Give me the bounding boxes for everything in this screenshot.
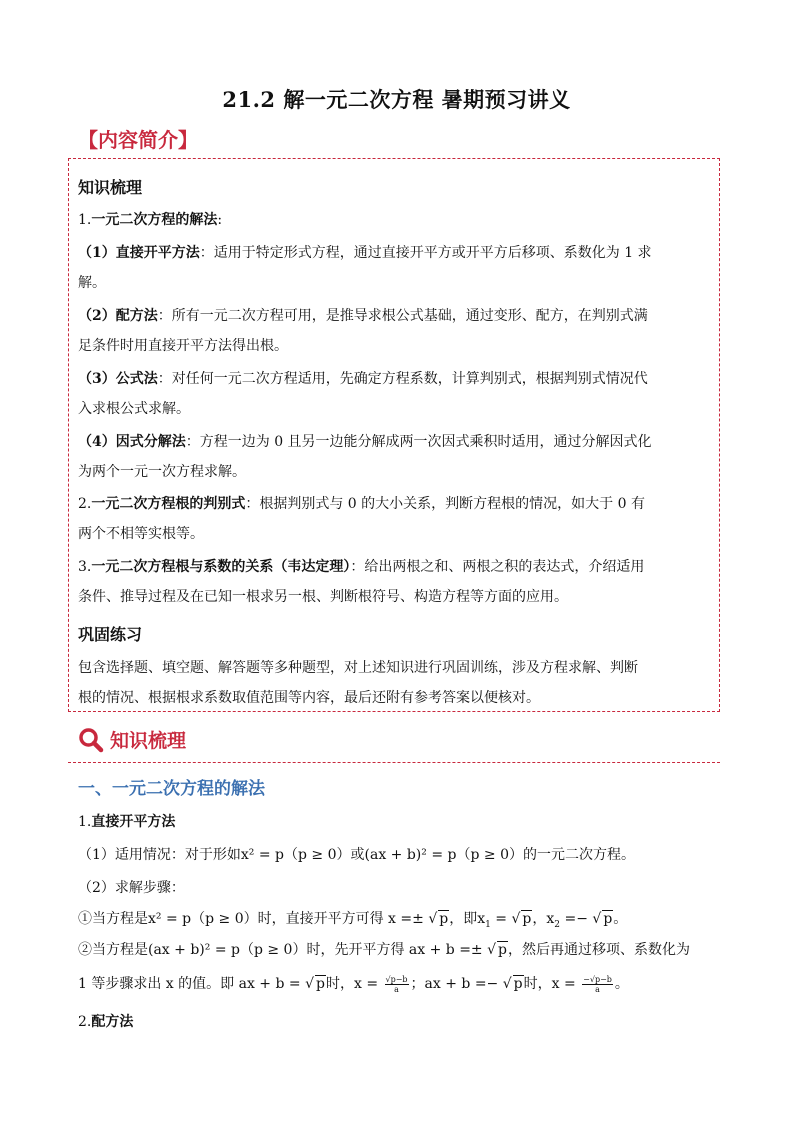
part-title-solving-methods: 一、一元二次方程的解法 bbox=[78, 779, 265, 799]
fraction-denominator: a bbox=[595, 984, 600, 994]
method-2 bbox=[78, 306, 718, 326]
method-4-cont: 为两个一元一次方程求解。 bbox=[78, 464, 246, 480]
section-tag-intro: 【内容简介】 bbox=[78, 128, 198, 152]
intro-item-2-cont: 两个不相等实根等。 bbox=[78, 526, 204, 542]
step-text: ①当方程是x² = p（p ≥ 0）时，直接开平方可得 x =± bbox=[78, 911, 429, 927]
intro-item-2 bbox=[78, 494, 718, 514]
page-title: 21.2 解一元二次方程 暑期预习讲义 bbox=[222, 87, 571, 112]
fraction-numerator: −√p−b bbox=[583, 974, 612, 984]
item-label: 一元二次方程的解法 bbox=[91, 212, 218, 228]
step-text: ，然后再通过移项、系数化为 bbox=[508, 942, 691, 958]
section-divider bbox=[68, 762, 720, 763]
sqrt-radicand: p bbox=[522, 911, 532, 927]
method-3 bbox=[78, 369, 718, 389]
steps-label: （2）求解步骤： bbox=[78, 880, 185, 896]
step-text: ②当方程是(ax + b)² = p（p ≥ 0）时，先开平方得 ax + b =± bbox=[78, 942, 488, 958]
subsection-label: 配方法 bbox=[91, 1014, 134, 1030]
method-label: （4）因式分解法 bbox=[78, 434, 186, 450]
subsection-number: 1. bbox=[78, 814, 92, 830]
method-1-cont: 解。 bbox=[78, 275, 106, 291]
item-label: 一元二次方程根与系数的关系（韦达定理） bbox=[91, 559, 351, 575]
intro-item-3 bbox=[78, 557, 718, 577]
heading-practice: 巩固练习 bbox=[78, 625, 143, 644]
method-1 bbox=[78, 243, 718, 263]
method-text: ：所有一元二次方程可用，是推导求根公式基础，通过变形、配方，在判别式满 bbox=[157, 308, 648, 324]
sqrt-radicand: p bbox=[439, 911, 449, 927]
intro-item-3-cont: 条件、推导过程及在已知一根求另一根、判断根符号、构造方程等方面的应用。 bbox=[78, 589, 568, 605]
step-text: = bbox=[490, 911, 512, 927]
applicable-case: （1）适用情况：对于形如x² = p（p ≥ 0）或(ax + b)² = p（p ≥ 0）的一元二次方程。 bbox=[78, 847, 635, 863]
subscript: 1 bbox=[485, 919, 491, 930]
method-4 bbox=[78, 432, 718, 452]
fraction-numerator: √p−b bbox=[385, 974, 408, 984]
subscript: 2 bbox=[554, 919, 561, 930]
method-2-cont: 足条件时用直接开平方法得出根。 bbox=[78, 338, 288, 354]
sqrt-radicand: p bbox=[603, 911, 613, 927]
step-text: 。 bbox=[614, 976, 629, 992]
subsection-completing-square bbox=[78, 1012, 718, 1032]
subsection-label: 直接开平方法 bbox=[91, 814, 176, 830]
step-text: ；ax + b =− bbox=[410, 976, 503, 992]
practice-line-2: 根的情况、根据根求系数取值范围等内容，最后还附有参考答案以便核对。 bbox=[78, 690, 540, 706]
method-text: ：对任何一元二次方程适用，先确定方程系数，计算判别式，根据判别式情况代 bbox=[157, 371, 648, 387]
step-2: ②当方程是(ax + b)² = p（p ≥ 0）时，先开平方得 ax + b =± √ p，然后再通过移项、系数化为 bbox=[78, 942, 691, 958]
step-text: 时，x = bbox=[523, 976, 581, 992]
method-3-cont: 入求根公式求解。 bbox=[78, 401, 190, 417]
step-text: ，x bbox=[532, 911, 555, 927]
item-number: 1. bbox=[78, 212, 92, 228]
knowledge-heading bbox=[78, 726, 186, 753]
subsection-direct-root bbox=[78, 812, 718, 832]
item-text: : bbox=[217, 212, 223, 228]
item-text: ：根据判别式与 0 的大小关系，判断方程根的情况，如大于 0 有 bbox=[245, 496, 645, 512]
step-text: ，即x bbox=[449, 911, 486, 927]
step-text: 。 bbox=[613, 911, 628, 927]
item-number: 2. bbox=[78, 496, 92, 512]
fraction-denominator: a bbox=[394, 984, 399, 994]
item-number: 3. bbox=[78, 559, 92, 575]
sqrt-radicand: p bbox=[316, 976, 325, 992]
item-text: ：给出两根之和、两根之积的表达式，介绍适用 bbox=[350, 559, 645, 575]
step-text: =− bbox=[560, 911, 593, 927]
step-2-cont: 1 等步骤求出 x 的值。即 ax + b = √ p时，x = $\frac{√p-b}{a}$ ；ax + b =− √ p时，x = $\frac{-√p-b}{a}$ 。 bbox=[78, 974, 629, 994]
heading-knowledge-summary: 知识梳理 bbox=[78, 178, 143, 197]
method-label: （1）直接开平方法 bbox=[78, 245, 200, 261]
step-1: ①当方程是x² = p（p ≥ 0）时，直接开平方可得 x =± √ p，即$x_1$ = √ p，$x_2$ =− √ p。 bbox=[78, 911, 628, 930]
step-text: 时，x = bbox=[325, 976, 383, 992]
method-label: （2）配方法 bbox=[78, 308, 158, 324]
fraction bbox=[582, 975, 613, 994]
sqrt-radicand: p bbox=[513, 976, 523, 992]
method-label: （3）公式法 bbox=[78, 371, 158, 387]
item-label: 一元二次方程根的判别式 bbox=[91, 496, 246, 512]
subsection-number: 2. bbox=[78, 1014, 92, 1030]
step-text: 1 等步骤求出 x 的值。即 ax + b = bbox=[78, 976, 306, 992]
knowledge-heading-label: 知识梳理 bbox=[110, 730, 187, 752]
method-text: ：方程一边为 0 且另一边能分解成两一次因式乘积时适用，通过分解因式化 bbox=[185, 434, 652, 450]
intro-item-1 bbox=[78, 210, 718, 230]
practice-line-1: 包含选择题、填空题、解答题等多种题型，对上述知识进行巩固训练，涉及方程求解、判断 bbox=[78, 660, 638, 676]
method-text: ：适用于特定形式方程，通过直接开平方或开平方后移项、系数化为 1 求 bbox=[199, 245, 652, 261]
sqrt-radicand: p bbox=[498, 942, 508, 958]
fraction bbox=[385, 975, 409, 994]
magnifier-icon bbox=[78, 727, 104, 753]
